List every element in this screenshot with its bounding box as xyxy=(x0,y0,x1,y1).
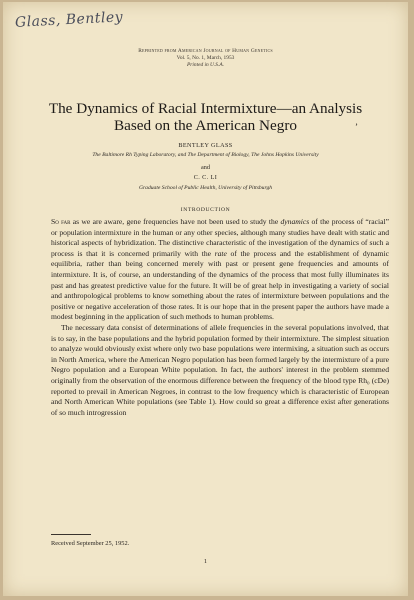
reprint-line-2: Vol. 5, No. 1, March, 1953 xyxy=(176,55,235,61)
paper-title: The Dynamics of Racial Intermixture—an Analysis Based on the American Negro xyxy=(48,100,363,134)
reprint-line-3: Printed in U.S.A. xyxy=(187,62,224,68)
author-1: BENTLEY GLASS xyxy=(178,142,233,149)
affiliation-1: The Baltimore Rh Typing Laboratory, and The Department of Biology, The Johns Hopkins University xyxy=(92,152,319,158)
affiliation-2: Graduate School of Public Health, University of Pittsburgh xyxy=(138,185,273,191)
author-2: C. C. LI xyxy=(193,174,218,181)
section-heading-introduction: INTRODUCTION xyxy=(180,207,231,213)
paragraph-2: The necessary data consist of determinations of allele frequencies in the several populations involved, that is to say, in the base populations and the hybrid population formed by their intermixture. The simplest situation to analyze would obviously exist where only two base populations were intermixing, a situation such as occurs in North America, where the American Negro population has been formed largely by the intermixture of a pure Negro population and a European White population. In fact, the authors' interest in the problem stemmed originally from the observation of the enormous difference between the frequency of the blood type Rh₀ (cDe) reported to prevail in American Negroes, in contrast to the low frequency which is characteristic of European and North American White populations (see Table 1). How could so great a difference exist after generations of so much introgression xyxy=(51,322,389,417)
paper-page xyxy=(3,2,408,596)
emphasis-rate: rate xyxy=(214,248,227,258)
and-separator: and xyxy=(201,164,210,171)
paragraph-1 xyxy=(51,217,389,323)
footnote-rule xyxy=(51,534,91,535)
paragraph-1-text-b: of the process of “racial” or population intermixture in the human or any other species, although many studies have dealt with static and historical aspects of hybridization. The distinctive characteristic of the investigation of the dynamics of such a process is that it is concerned primarily with the xyxy=(51,217,390,258)
ink-mark: ʼ xyxy=(355,122,358,132)
paragraph-1-text-a: as we are aware, gene frequencies have not been used to study the xyxy=(70,217,281,226)
body-text xyxy=(51,217,389,418)
handwritten-note: Glass, Bentley xyxy=(14,9,124,31)
paragraph-1-text-c: of the process and the establishment of dynamic equilibria, rather than being concerned merely with past or present gene frequencies and amounts of intermixture. It is, of course, an understanding of the dynamics of the process that most fully illuminates its past and has greatest predictive value for the future. It will be of great help in investigating a variety of social and anthropological problems to know something about the rates of intermixture between populations and the positive or negative acceleration of those rates. It is our hope that in the present paper the authors have made a modest beginning in the application of such methods to human problems. xyxy=(51,248,389,322)
reprint-line-1: Reprinted from American Journal of Human Genetics xyxy=(138,48,273,54)
emphasis-dynamics: dynamics xyxy=(280,217,310,226)
reprint-notice xyxy=(3,48,408,69)
lead-in: So far xyxy=(51,217,71,226)
received-date: Received September 25, 1952. xyxy=(51,540,130,547)
page-number: 1 xyxy=(203,558,208,565)
